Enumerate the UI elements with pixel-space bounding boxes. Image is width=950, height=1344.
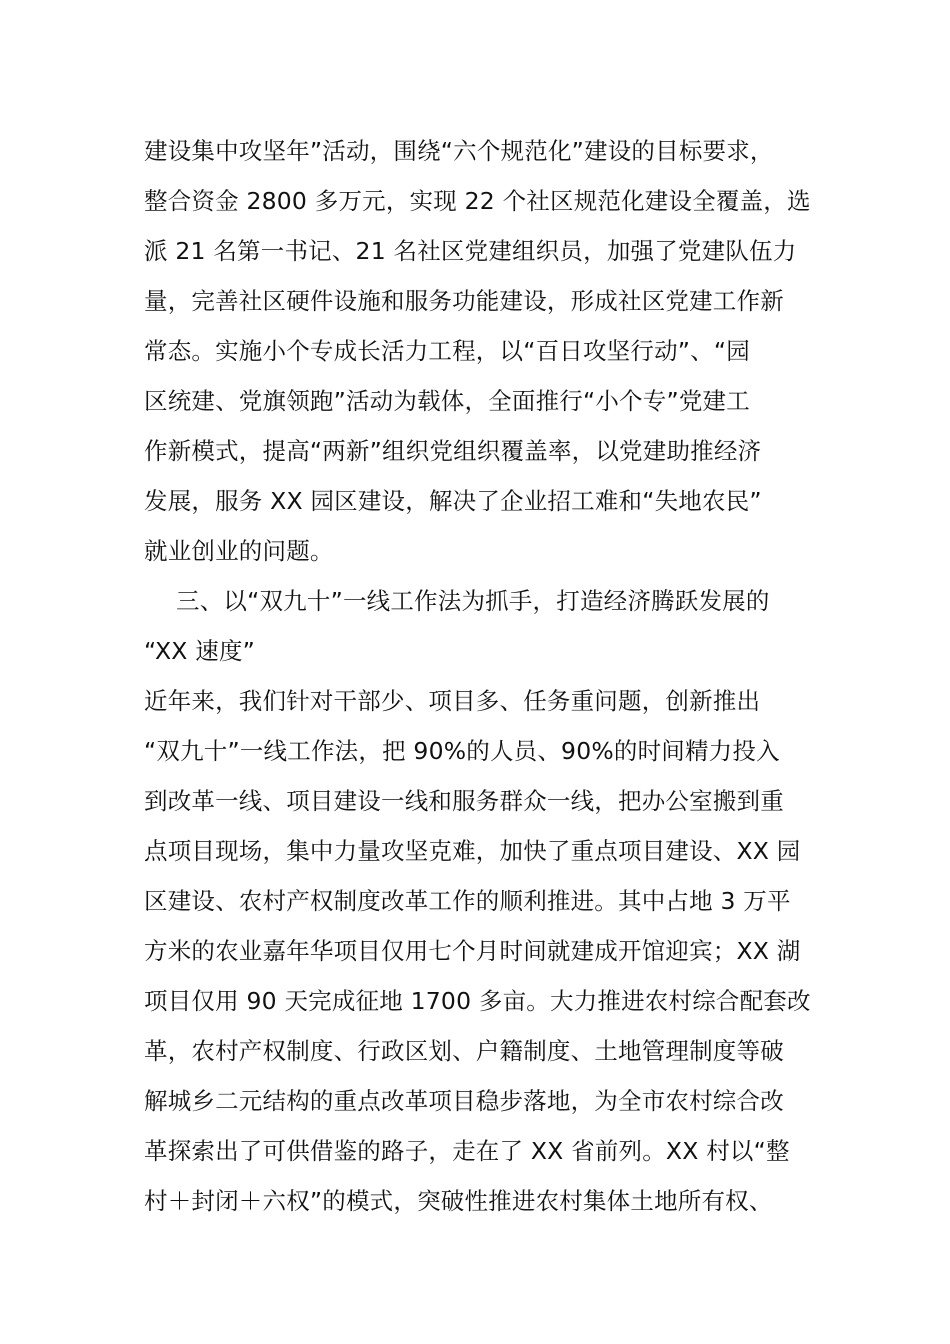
text-line: 发展，服务 XX 园区建设，解决了企业招工难和“失地农民” (144, 487, 762, 515)
section-heading-continuation: “XX 速度” (144, 637, 256, 665)
text-line: 点项目现场，集中力量攻坚克难，加快了重点项目建设、XX 园 (144, 837, 801, 865)
text-line: 建设集中攻坚年”活动，围绕“六个规范化”建设的目标要求， (144, 137, 774, 165)
text-line: 革探索出了可供借鉴的路子，走在了 XX 省前列。XX 村以“整 (144, 1137, 790, 1165)
section-heading: 三、以“双九十”一线工作法为抓手，打造经济腾跃发展的 (176, 587, 770, 615)
text-line: 方米的农业嘉年华项目仅用七个月时间就建成开馆迎宾；XX 湖 (144, 937, 801, 965)
text-line: 解城乡二元结构的重点改革项目稳步落地，为全市农村综合改 (144, 1087, 784, 1115)
text-line: “双九十”一线工作法，把 90%的人员、90%的时间精力投入 (144, 737, 780, 765)
text-line: 近年来，我们针对干部少、项目多、任务重问题，创新推出 (144, 687, 761, 715)
text-line: 派 21 名第一书记、21 名社区党建组织员，加强了党建队伍力 (144, 237, 797, 265)
text-line: 常态。实施小个专成长活力工程，以“百日攻坚行动”、“园 (144, 337, 750, 365)
text-line: 区统建、党旗领跑”活动为载体，全面推行“小个专”党建工 (144, 387, 750, 415)
text-line: 区建设、农村产权制度改革工作的顺利推进。其中占地 3 万平 (144, 887, 791, 915)
text-line: 项目仅用 90 天完成征地 1700 多亩。大力推进农村综合配套改 (144, 987, 811, 1015)
text-line: 作新模式，提高“两新”组织党组织覆盖率，以党建助推经济 (144, 437, 762, 465)
text-line: 整合资金 2800 多万元，实现 22 个社区规范化建设全覆盖，选 (144, 187, 811, 215)
text-line: 村＋封闭＋六权”的模式，突破性推进农村集体土地所有权、 (144, 1187, 773, 1215)
text-line: 到改革一线、项目建设一线和服务群众一线，把办公室搬到重 (144, 787, 784, 815)
text-line: 量，完善社区硬件设施和服务功能建设，形成社区党建工作新 (144, 287, 784, 315)
text-line: 革，农村产权制度、行政区划、户籍制度、土地管理制度等破 (144, 1037, 784, 1065)
text-line: 就业创业的问题。 (144, 537, 334, 565)
